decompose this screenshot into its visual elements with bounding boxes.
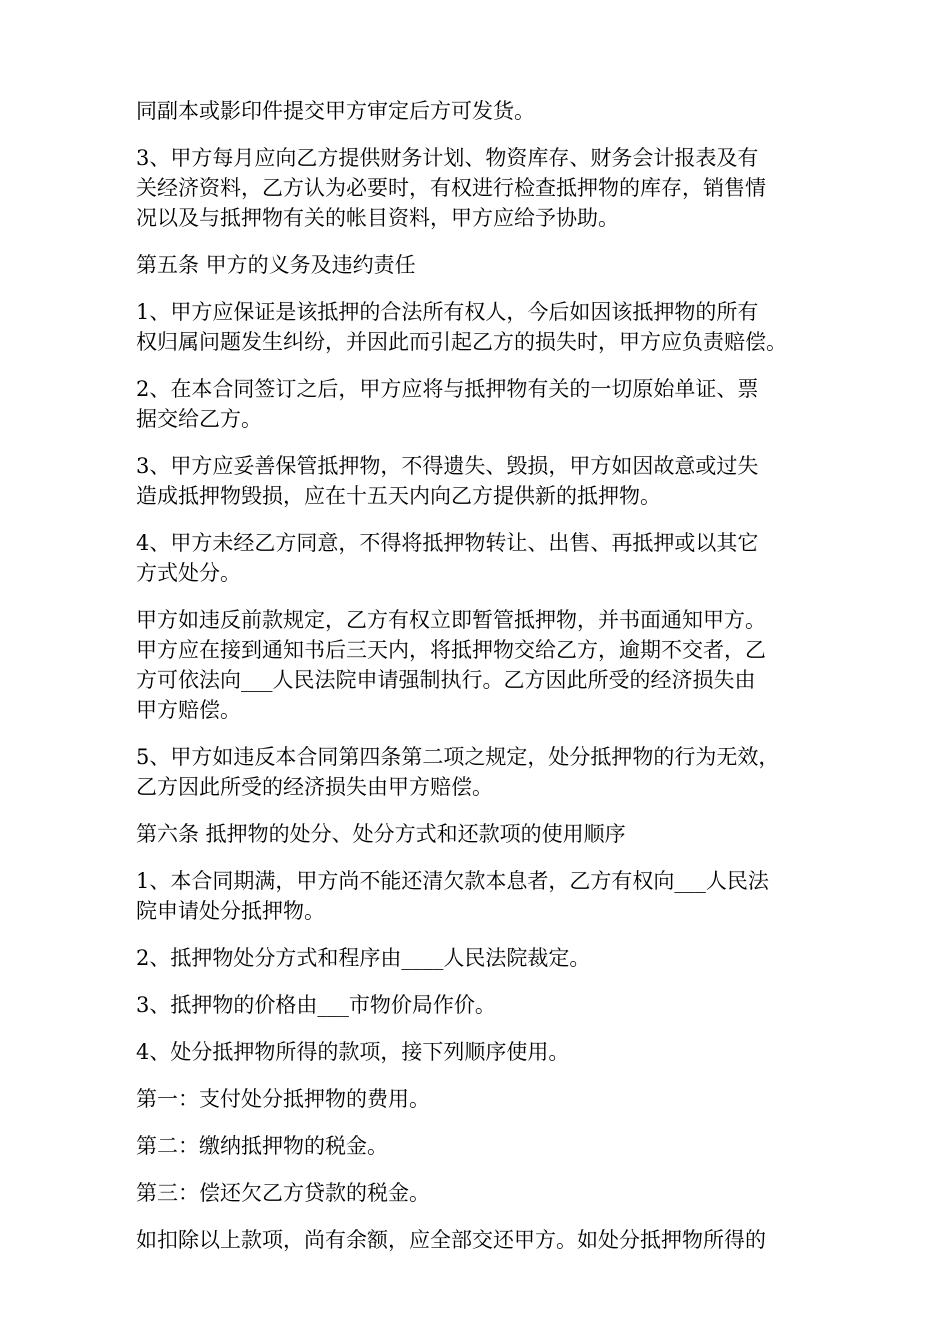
text-line: 第五条 甲方的义务及违约责任 [136,253,416,277]
text-line: 如扣除以上款项，尚有余额，应全部交还甲方。如处分抵押物所得的 [136,1228,766,1252]
paragraph [136,528,836,588]
text-line: 2、在本合同签订之后，甲方应将与抵押物有关的一切原始单证、票 [136,377,759,401]
text-line: 院申请处分抵押物。 [136,899,325,923]
text-line: 第六条 抵押物的处分、处分方式和还款项的使用顺序 [136,822,626,846]
paragraph [136,1225,836,1255]
text-line: 2、抵押物处分方式和程序由____人民法院裁定。 [136,946,591,970]
text-line: 甲方应在接到通知书后三天内，将抵押物交给乙方，逾期不交者，乙 [136,638,766,662]
paragraph [136,250,836,280]
text-line: 方式处分。 [136,561,241,585]
text-line: 4、甲方未经乙方同意，不得将抵押物转让、出售、再抵押或以其它 [136,531,759,555]
paragraph [136,1037,836,1067]
paragraph [136,143,836,233]
text-line: 1、甲方应保证是该抵押的合法所有权人，今后如因该抵押物的所有 [136,300,759,324]
paragraph [136,1084,836,1114]
paragraph [136,451,836,511]
paragraph [136,742,836,802]
text-line: 1、本合同期满，甲方尚不能还清欠款本息者，乙方有权向___人民法 [136,869,769,893]
paragraph [136,990,836,1020]
paragraph [136,605,836,725]
text-line: 权归属问题发生纠纷，并因此而引起乙方的损失时，甲方应负责赔偿。 [136,330,787,354]
text-line: 方可依法向___人民法院申请强制执行。乙方因此所受的经济损失由 [136,668,756,692]
text-line: 甲方如违反前款规定，乙方有权立即暂管抵押物，并书面通知甲方。 [136,608,766,632]
paragraph [136,943,836,973]
text-line: 3、抵押物的价格由___市物价局作价。 [136,993,496,1017]
paragraph [136,819,836,849]
text-line: 3、甲方每月应向乙方提供财务计划、物资库存、财务会计报表及有 [136,146,759,170]
paragraph [136,297,836,357]
text-line: 关经济资料，乙方认为必要时，有权进行检查抵押物的库存，销售情 [136,176,766,200]
paragraph [136,96,836,126]
paragraph [136,1178,836,1208]
text-line: 第三：偿还欠乙方贷款的税金。 [136,1181,430,1205]
text-line: 况以及与抵押物有关的帐目资料，甲方应给予协助。 [136,206,619,230]
text-line: 4、处分抵押物所得的款项，接下列顺序使用。 [136,1040,570,1064]
text-line: 甲方赔偿。 [136,698,241,722]
document-page [136,96,836,1272]
text-line: 5、甲方如违反本合同第四条第二项之规定，处分抵押物的行为无效， [136,745,780,769]
text-line: 造成抵押物毁损，应在十五天内向乙方提供新的抵押物。 [136,484,661,508]
text-line: 第一：支付处分抵押物的费用。 [136,1087,430,1111]
text-line: 3、甲方应妥善保管抵押物，不得遗失、毁损，甲方如因故意或过失 [136,454,759,478]
text-line: 第二：缴纳抵押物的税金。 [136,1134,388,1158]
text-line: 同副本或影印件提交甲方审定后方可发货。 [136,99,535,123]
paragraph [136,1131,836,1161]
paragraph [136,374,836,434]
paragraph [136,866,836,926]
text-line: 据交给乙方。 [136,407,262,431]
text-line: 乙方因此所受的经济损失由甲方赔偿。 [136,775,493,799]
